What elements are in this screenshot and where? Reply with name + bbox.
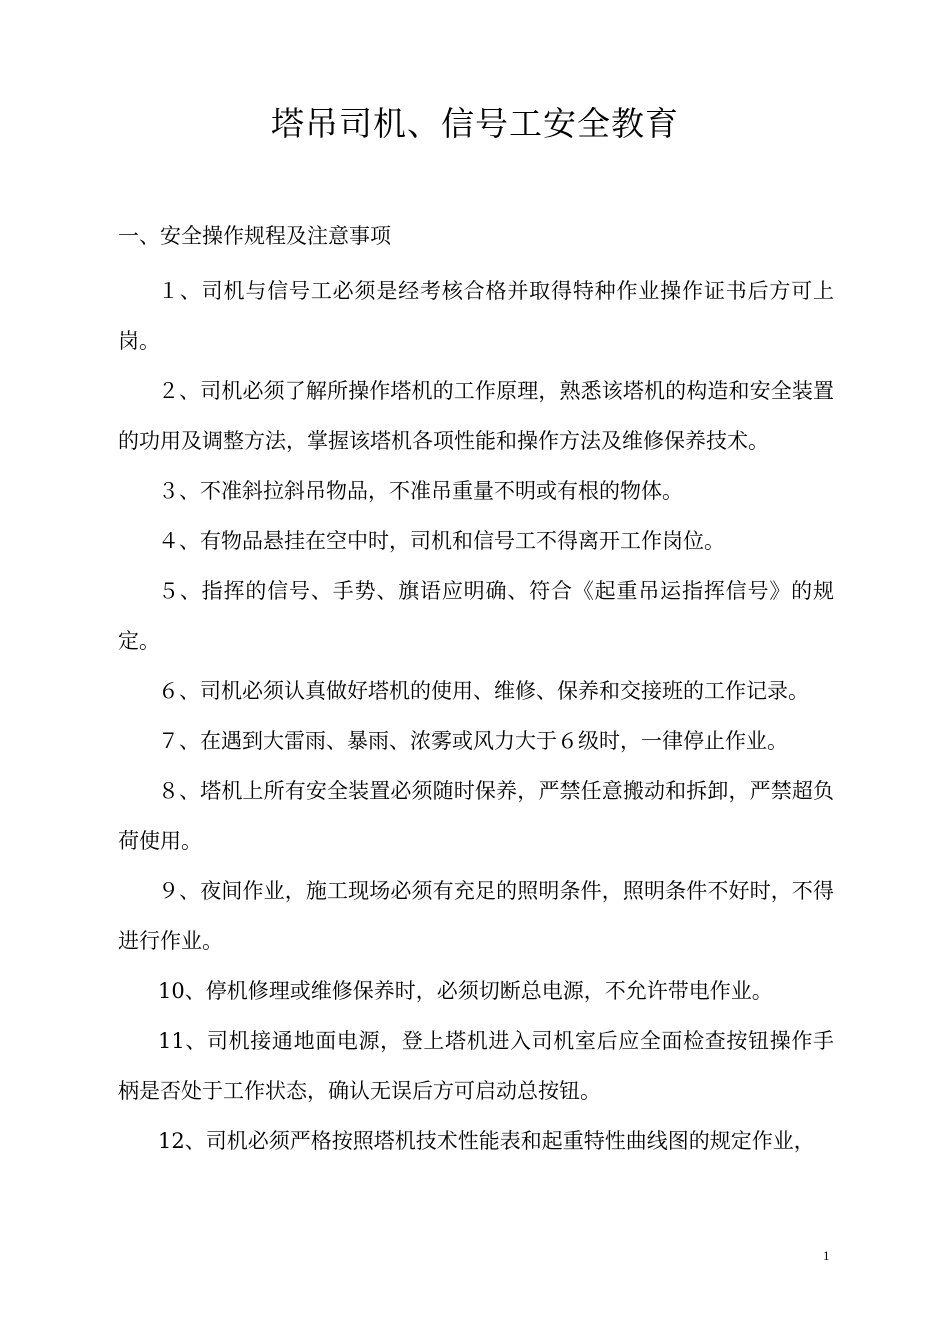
rule-item: 11、司机接通地面电源，登上塔机进入司机室后应全面检查按钮操作手柄是否处于工作状态，确认无误后方可启动总按钮。 xyxy=(118,1029,834,1103)
rule-item: ９、夜间作业，施工现场必须有充足的照明条件，照明条件不好时，不得进行作业。 xyxy=(118,879,834,953)
rule-item: １、司机与信号工必须是经考核合格并取得特种作业操作证书后方可上岗。 xyxy=(118,279,834,353)
rule-item: ５、指挥的信号、手势、旗语应明确、符合《起重吊运指挥信号》的规定。 xyxy=(118,579,834,653)
page-number: 1 xyxy=(823,1248,830,1263)
rule-item: ６、司机必须认真做好塔机的使用、维修、保养和交接班的工作记录。 xyxy=(158,679,809,703)
section-heading: 一、安全操作规程及注意事项 xyxy=(118,224,391,248)
rule-item: ２、司机必须了解所操作塔机的工作原理，熟悉该塔机的构造和安全装置的功用及调整方法，掌握该塔机各项性能和操作方法及维修保养技术。 xyxy=(118,379,834,453)
rules-list xyxy=(118,266,834,1166)
rule-item: ４、有物品悬挂在空中时，司机和信号工不得离开工作岗位。 xyxy=(158,529,725,553)
rule-item: ３、不准斜拉斜吊物品，不准吊重量不明或有根的物体。 xyxy=(158,479,683,503)
rule-item: 12、司机必须严格按照塔机技术性能表和起重特性曲线图的规定作业， xyxy=(158,1129,815,1153)
page-title: 塔吊司机、信号工安全教育 xyxy=(271,104,679,143)
rule-item: 10、停机修理或维修保养时，必须切断总电源，不允许带电作业。 xyxy=(158,979,773,1003)
rule-item: ７、在遇到大雷雨、暴雨、浓雾或风力大于６级时，一律停止作业。 xyxy=(158,729,788,753)
rule-item: ８、塔机上所有安全装置必须随时保养，严禁任意搬动和拆卸，严禁超负荷使用。 xyxy=(118,779,834,853)
